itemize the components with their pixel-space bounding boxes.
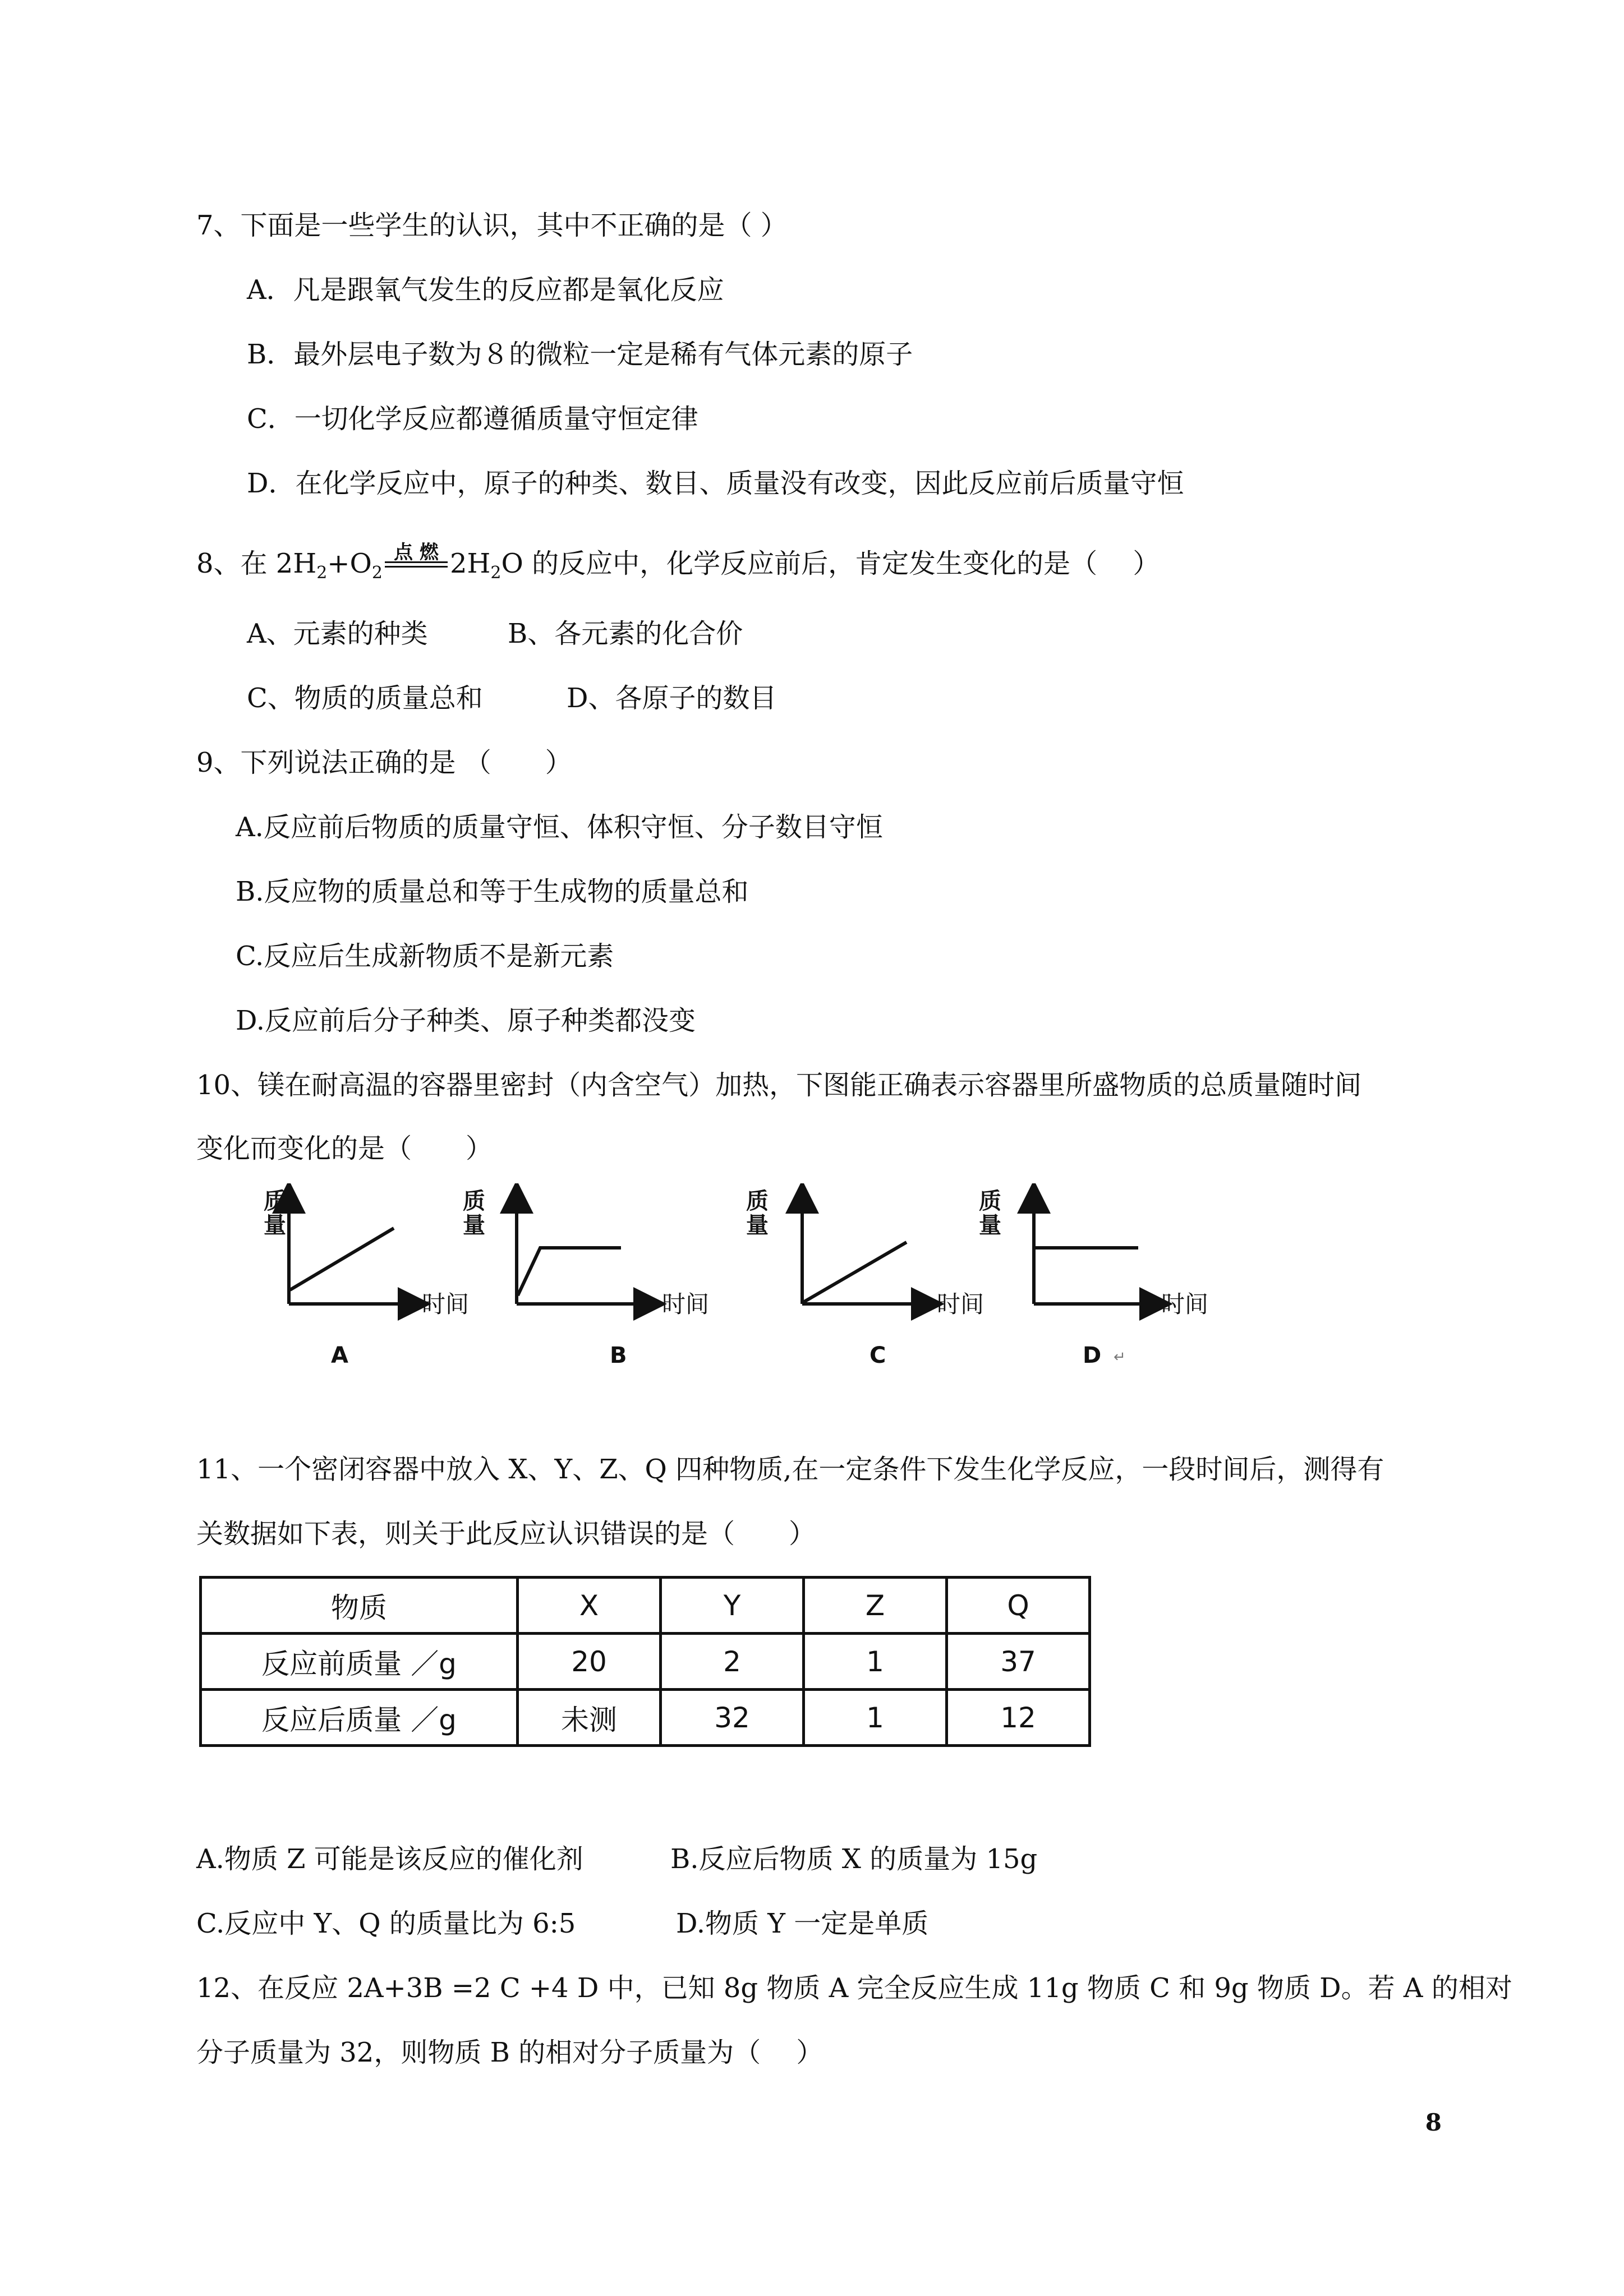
table-header-cell: Y xyxy=(661,1578,804,1634)
q7-option-c: C．一切化学反应都遵循质量守恒定律 xyxy=(247,403,698,435)
graph-a-line xyxy=(290,1228,394,1290)
q7-stem: 7、下面是一些学生的认识，其中不正确的是（ ） xyxy=(196,210,788,241)
table-header-cell: Z xyxy=(804,1578,947,1634)
q12-stem-line2: 分子质量为 32，则物质 B 的相对分子质量为（ ） xyxy=(196,2037,823,2068)
graph-a xyxy=(247,1183,494,1385)
data-table xyxy=(199,1576,1091,1747)
svg-text:质: 质 xyxy=(463,1188,485,1214)
svg-text:量: 量 xyxy=(463,1212,485,1238)
svg-text:量: 量 xyxy=(264,1212,286,1238)
q9-stem: 9、下列说法正确的是 （ ） xyxy=(196,747,572,778)
table-header-cell: 物质 xyxy=(201,1578,518,1634)
q7-option-d: D．在化学反应中，原子的种类、数目、质量没有改变，因此反应前后质量守恒 xyxy=(247,468,1184,499)
table-cell: 反应后质量 ／g xyxy=(201,1690,518,1746)
table-row xyxy=(201,1690,1090,1746)
graph-c-line xyxy=(803,1242,907,1302)
q8-option-d: D、各原子的数目 xyxy=(567,683,777,714)
x-axis-label: 时间 xyxy=(422,1290,470,1318)
q11-option-b: B.反应后物质 X 的质量为 15g xyxy=(670,1843,1038,1875)
graph-b-line xyxy=(518,1248,621,1295)
table-header-cell: Q xyxy=(947,1578,1090,1634)
svg-text:量: 量 xyxy=(979,1212,1001,1238)
q10-stem-line2: 变化而变化的是（ ） xyxy=(196,1133,493,1164)
graph-d-label: D xyxy=(1083,1343,1102,1368)
q8-stem xyxy=(196,541,1160,590)
q7-option-b: B．最外层电子数为８的微粒一定是稀有气体元素的原子 xyxy=(247,339,913,370)
graph-d xyxy=(979,1183,1237,1385)
q9-option-b: B.反应物的质量总和等于生成物的质量总和 xyxy=(236,876,749,907)
graph-b-label: B xyxy=(610,1343,627,1368)
q11-option-a: A.物质 Z 可能是该反应的催化剂 xyxy=(196,1843,583,1875)
q12-stem-line1: 12、在反应 2A+3B =2 C +4 D 中，已知 8g 物质 A 完全反应生成 11g 物质 C 和 9g 物质 D。若 A 的相对 xyxy=(196,1972,1512,2004)
table-cell: 未测 xyxy=(518,1690,661,1746)
graph-c-label: C xyxy=(869,1343,886,1368)
table-cell: 反应前质量 ／g xyxy=(201,1634,518,1690)
ignite-label: 点 燃 xyxy=(394,541,439,564)
q11-stem-line1: 11、一个密闭容器中放入 X、Y、Z、Q 四种物质,在一定条件下发生化学反应，一段时间后，测得有 xyxy=(196,1454,1384,1485)
q8-option-b: B、各元素的化合价 xyxy=(508,618,743,649)
q8-suffix: 的反应中，化学反应前后，肯定发生变化的是（ ） xyxy=(523,548,1160,579)
q8-product-o: O xyxy=(501,548,523,579)
return-mark: ↵ xyxy=(1114,1349,1126,1366)
table-cell: 1 xyxy=(804,1634,947,1690)
x-axis-label: 时间 xyxy=(1161,1290,1209,1318)
q9-option-a: A.反应前后物质的质量守恒、体积守恒、分子数目守恒 xyxy=(236,812,883,843)
q10-stem-line1: 10、镁在耐高温的容器里密封（内含空气）加热，下图能正确表示容器里所盛物质的总质量随时间 xyxy=(196,1069,1362,1101)
q11-option-c: C.反应中 Y、Q 的质量比为 6:5 xyxy=(196,1908,576,1939)
graph-b xyxy=(463,1183,710,1385)
svg-text:质: 质 xyxy=(979,1188,1001,1214)
table-cell: 37 xyxy=(947,1634,1090,1690)
table-cell: 20 xyxy=(518,1634,661,1690)
q9-option-c: C.反应后生成新物质不是新元素 xyxy=(236,940,614,972)
q8-sub-water: 2 xyxy=(490,563,502,583)
table-header-row xyxy=(201,1578,1090,1634)
graph-c xyxy=(746,1183,999,1385)
q8-plus-o: +O xyxy=(327,548,372,579)
q8-sub-h2: 2 xyxy=(316,563,328,583)
q11-option-d: D.物质 Y 一定是单质 xyxy=(676,1908,929,1939)
svg-text:量: 量 xyxy=(746,1212,769,1238)
q8-option-c: C、物质的质量总和 xyxy=(247,683,483,714)
q8-sub-o2: 2 xyxy=(371,563,383,583)
table-row xyxy=(201,1634,1090,1690)
table-cell: 1 xyxy=(804,1690,947,1746)
graph-a-label: A xyxy=(331,1343,348,1368)
table-cell: 12 xyxy=(947,1690,1090,1746)
page-number: 8 xyxy=(1425,2109,1442,2136)
q7-option-a: A．凡是跟氧气发生的反应都是氧化反应 xyxy=(247,274,724,306)
q8-option-a: A、元素的种类 xyxy=(247,618,428,649)
reaction-condition xyxy=(383,541,450,580)
q9-option-d: D.反应前后分子种类、原子种类都没变 xyxy=(236,1005,696,1036)
y-axis-label-char: 质 xyxy=(264,1188,286,1214)
q11-stem-line2: 关数据如下表，则关于此反应认识错误的是（ ） xyxy=(196,1518,816,1550)
x-axis-label: 时间 xyxy=(937,1290,984,1318)
table-header-cell: X xyxy=(518,1578,661,1634)
q8-prefix: 8、在 2H xyxy=(196,548,317,579)
table-cell: 2 xyxy=(661,1634,804,1690)
table-cell: 32 xyxy=(661,1690,804,1746)
q8-product: 2H xyxy=(449,548,491,579)
x-axis-label: 时间 xyxy=(662,1290,710,1318)
svg-text:质: 质 xyxy=(746,1188,769,1214)
